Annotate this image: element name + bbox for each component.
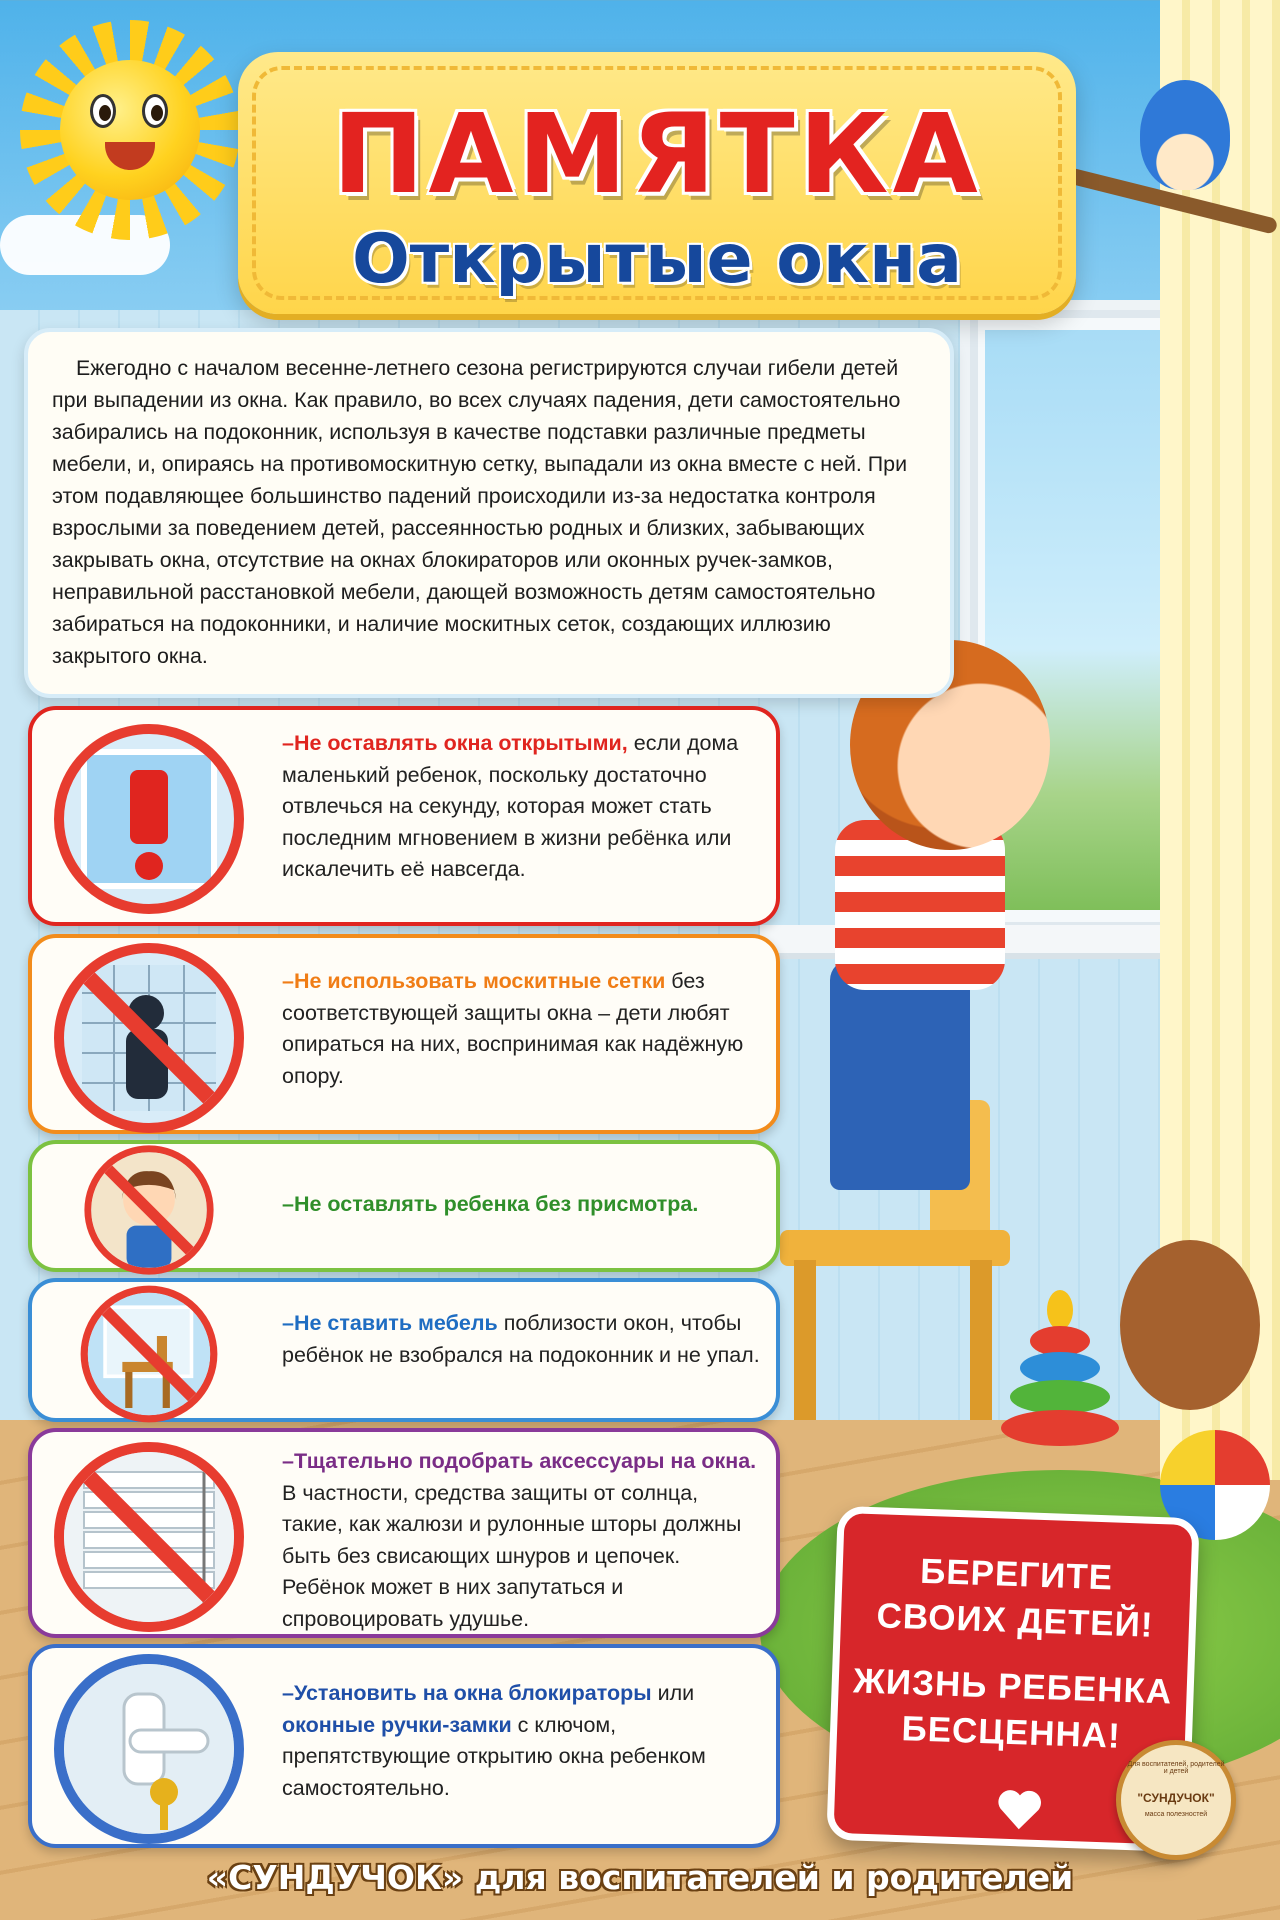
rule-card	[28, 934, 780, 1134]
page-title: ПАМЯТКА	[332, 90, 982, 218]
rule-card	[28, 706, 780, 926]
boy-striped-shirt	[835, 820, 1005, 990]
window-lock-handle-icon	[54, 1654, 244, 1844]
child-mosquito-net-icon	[54, 943, 244, 1133]
badge-name: "СУНДУЧОК"	[1137, 1791, 1215, 1805]
intro-panel	[24, 328, 954, 698]
bird-icon	[1120, 60, 1250, 200]
intro-text: Ежегодно с началом весенне-летнего сезона регистрируются случаи гибели детей при выпадении из окна. Как правило, во всех случаях падения, дети самостоятельно забирались на подоконник, используя в качестве подставки различные предметы мебели, и, опираясь на противомоскитную сетку, выпадали из окна вместе с ней. При этом подавляющее большинство падений происходили из-за недостатка контроля взрослыми за поведением детей, рассеянностью родных и близких, забывающих закрывать окна, отсутствие на окнах блокираторов или оконных ручек-замков, неправильной расстановкой мебели, дающей возможность детям самостоятельно забираться на подоконники, и наличие москитных сеток, создающих иллюзию закрытого окна.	[52, 356, 908, 668]
rule-text: если дома маленький ребенок, поскольку достаточно отвлечься на секунду, которая может стать последним мгновением в жизни ребёнка или искалечить её навсегда.	[282, 731, 739, 881]
unattended-child-icon	[84, 1145, 213, 1274]
rule-text: или	[657, 1681, 695, 1705]
rule-text: с ключом, препятствующие открытию окна ребенком самостоятельно.	[282, 1712, 706, 1800]
footer-caption: «СУНДУЧОК» для воспитателей и родителей	[206, 1858, 1074, 1897]
rule-lead: –Тщательно подобрать аксессуары на окна.	[282, 1449, 757, 1473]
warning-line-3: ЖИЗНЬ РЕБЕНКА	[852, 1661, 1173, 1712]
rule-card	[28, 1428, 780, 1638]
rule-lead: –Не ставить мебель	[282, 1311, 498, 1335]
badge-subtitle: масса полезностей	[1144, 1811, 1208, 1818]
brand-badge	[1116, 1740, 1236, 1860]
rule-card	[28, 1644, 780, 1848]
rule-text: В частности, средства защиты от солнца, такие, как жалюзи и рулонные шторы должны быть без свисающих шнуров и цепочек. Ребёнок может в них запутаться и спровоцировать удушье.	[282, 1480, 742, 1631]
warning-line-2: СВОИХ ДЕТЕЙ!	[875, 1596, 1155, 1645]
sun-icon	[20, 20, 240, 240]
rule-lead: –Не оставлять ребенка без присмотра.	[282, 1192, 699, 1216]
rule-card	[28, 1278, 780, 1422]
heart-icon	[994, 1782, 1046, 1834]
window-blinds-icon	[54, 1442, 244, 1632]
rule-text: без соответствующей защиты окна – дети любят опираться на них, воспринимая как надёжную опору.	[282, 969, 744, 1088]
warning-line-1: БЕРЕГИТЕ	[919, 1551, 1114, 1598]
boy-legs	[830, 960, 970, 1190]
rule-lead: –Установить на окна блокираторы	[282, 1681, 652, 1705]
warning-line-4: БЕСЦЕННА!	[900, 1709, 1122, 1756]
title-plate	[238, 52, 1076, 314]
rule-lead-secondary: оконные ручки-замки	[282, 1712, 512, 1737]
rule-card	[28, 1140, 780, 1272]
teddy-bear	[1120, 1240, 1260, 1410]
badge-tagline: Для воспитателей, родителей и детей	[1127, 1761, 1225, 1775]
chair-near-window-icon	[81, 1286, 218, 1423]
rule-lead: –Не оставлять окна открытыми,	[282, 731, 628, 755]
rule-lead: –Не использовать москитные сетки	[282, 969, 666, 993]
page-subtitle: Открытые окна	[352, 220, 962, 299]
rule-text: поблизости окон, чтобы ребёнок не взобрался на подоконник и не упал.	[282, 1311, 760, 1367]
toy-pyramid	[1000, 1290, 1120, 1460]
open-window-exclamation-icon	[54, 724, 244, 914]
